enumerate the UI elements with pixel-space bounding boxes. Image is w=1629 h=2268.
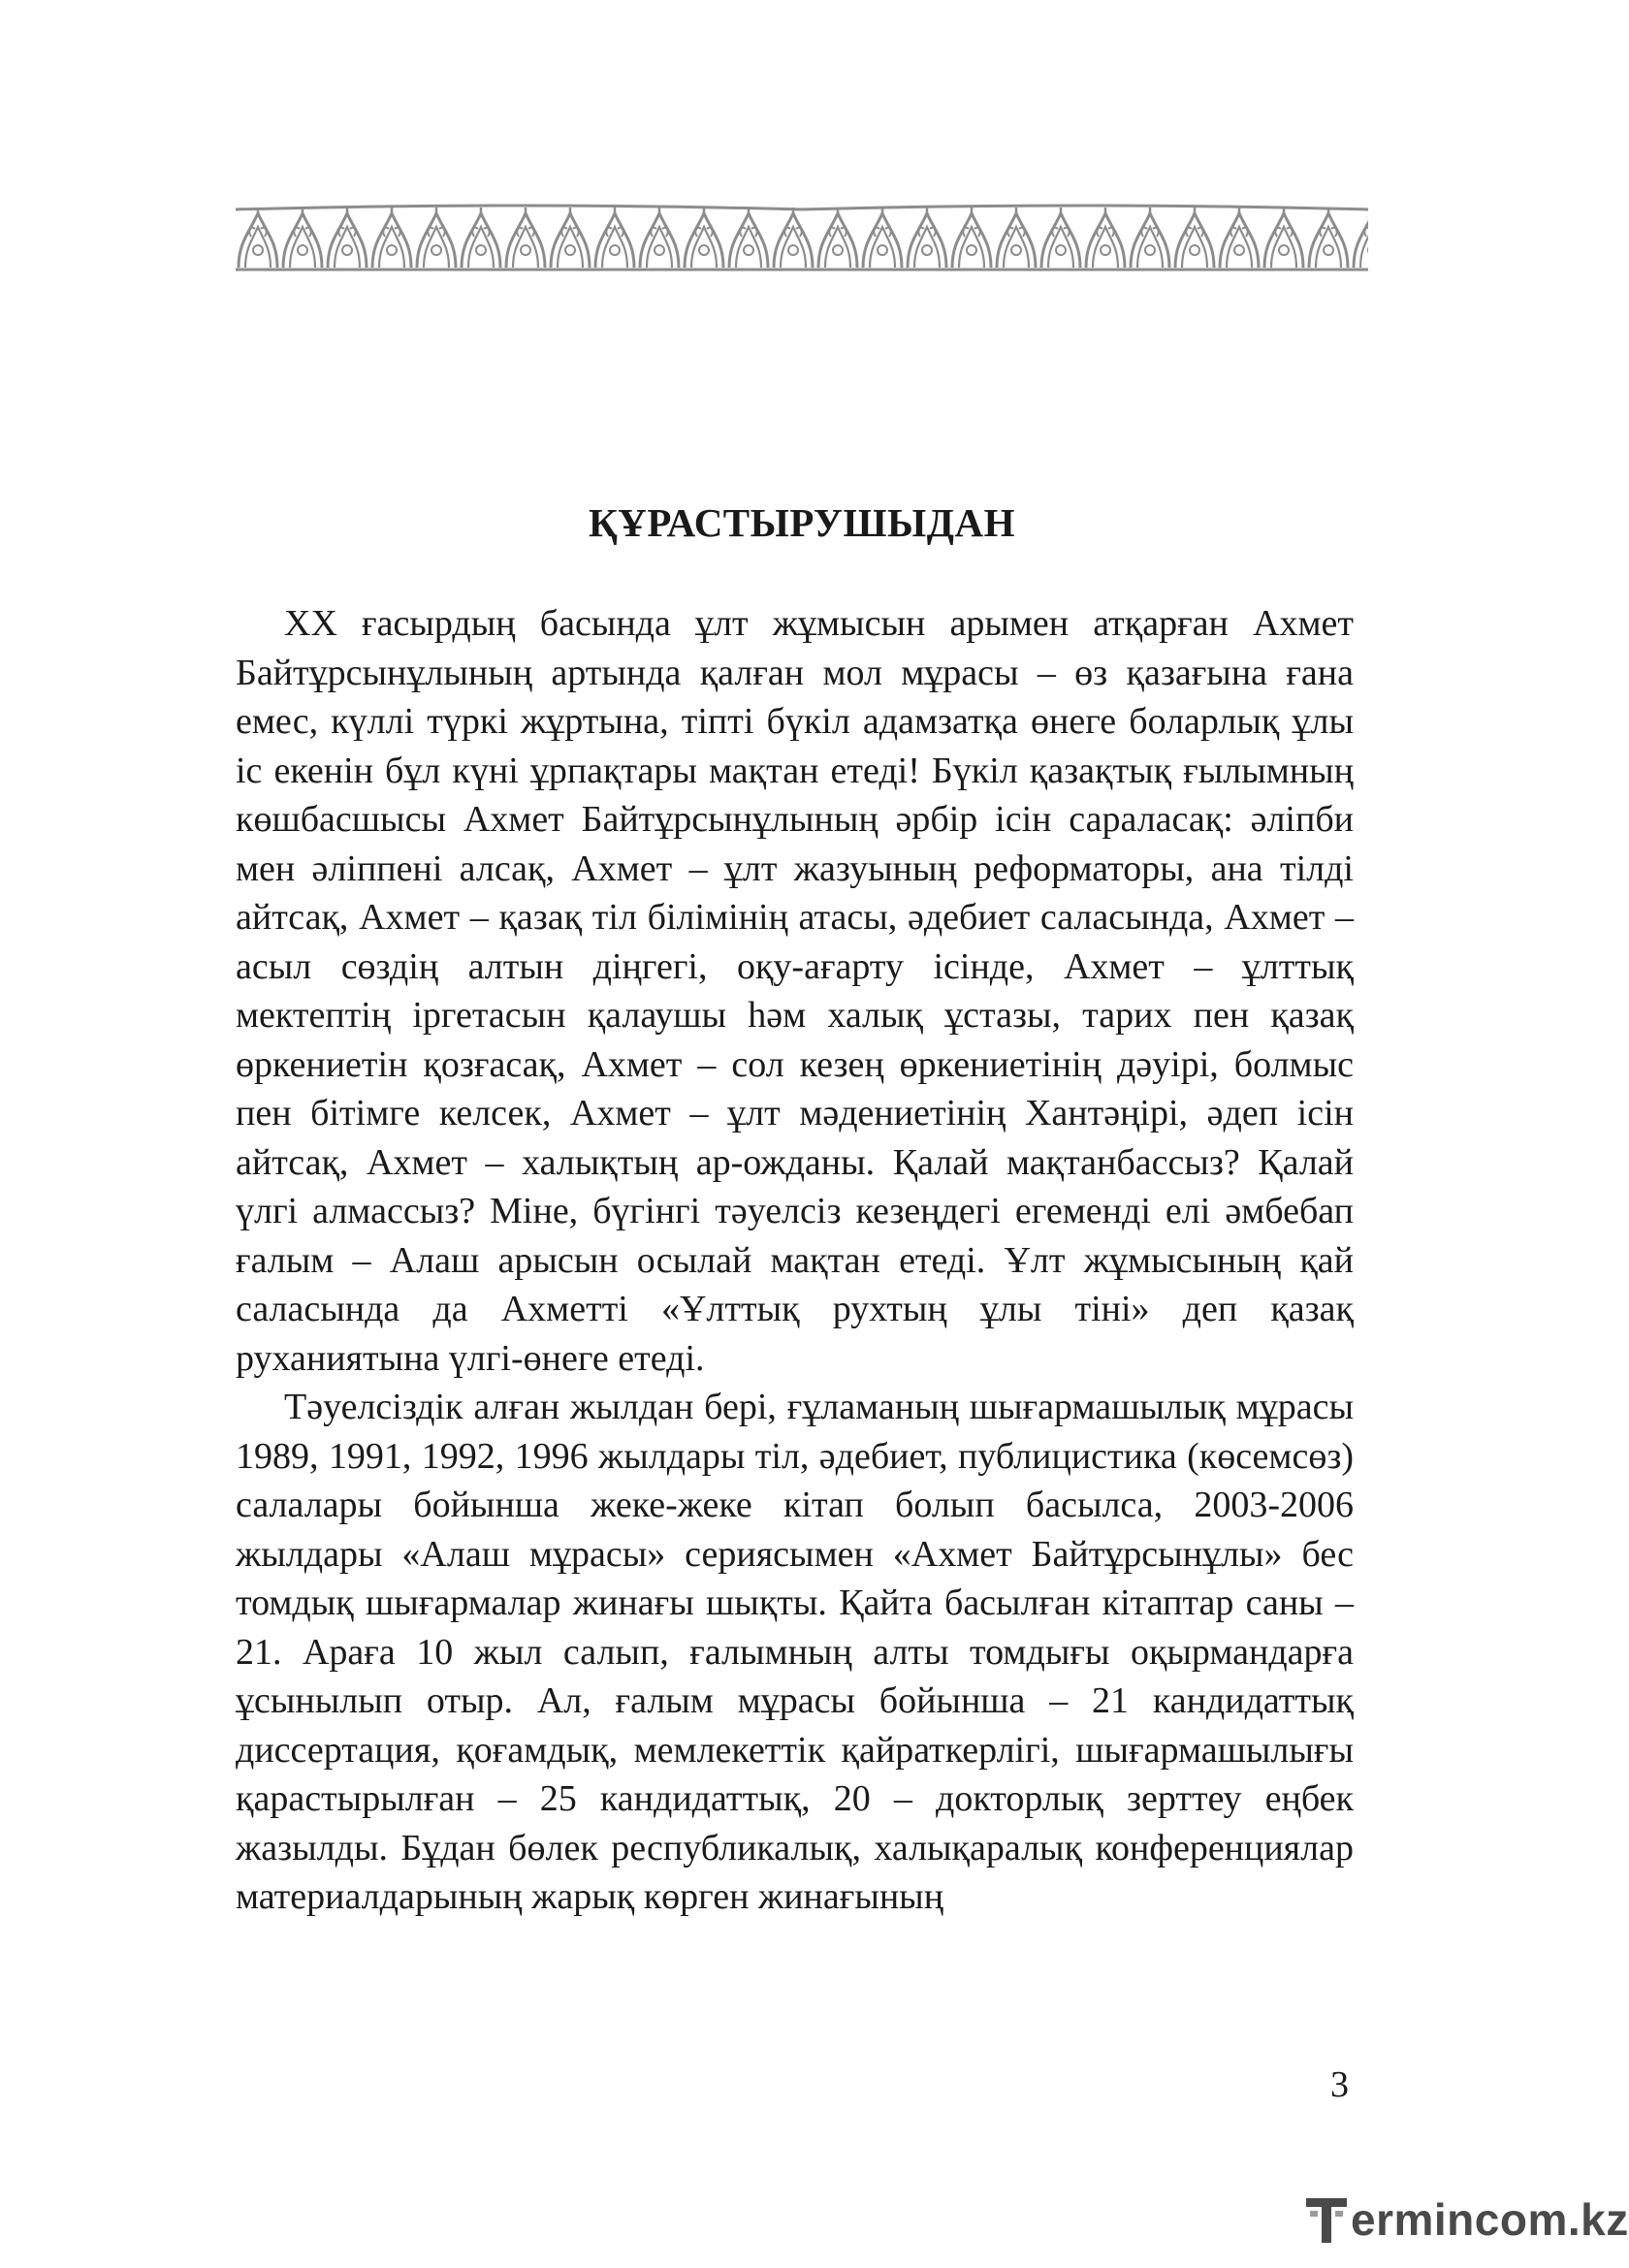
t-logo-icon: [1304, 2194, 1349, 2245]
paragraph-2: Тәуелсіздік алған жылдан бері, ғұламаның шығармашылық мұрасы 1989, 1991, 1992, 1996 жылдары тіл, әдебиет, публицистика (көсемсөз) салалары бойынша жеке-жеке кітап болып басылса, 2003-2006 жылдары «Алаш мұрасы» сериясымен «Ахмет Байтұрсынұлы» бес томдық шығармалар жинағы шықты. Қайта басылған кітаптар саны – 21. Араға 10 жыл салып, ғалымның алты томдығы оқырмандарға ұсынылып отыр. Ал, ғалым мұрасы бойынша – 21 кандидаттық диссертация, қоғамдық, мемлекеттік қайраткерлігі, шығармашылығы қарастырылған – 25 кандидаттық, 20 – докторлық зерттеу еңбек жазылды. Бұдан бөлек республикалық, халықаралық конференциялар материалдарының жарық көрген жинағының: [236, 1387, 1354, 1917]
site-watermark: [1304, 2193, 1629, 2246]
body-text: [236, 599, 1354, 1922]
page-heading: ҚҰРАСТЫРУШЫДАН: [588, 500, 1016, 545]
watermark-text-b: m.kz: [1527, 2194, 1629, 2245]
ornamental-border: [236, 204, 1368, 273]
watermark-text-a: ermincо: [1351, 2194, 1528, 2245]
page-number: 3: [1330, 2064, 1349, 2105]
paragraph-1: ХХ ғасырдың басында ұлт жұмысын арымен атқарған Ахмет Байтұрсынұлының артында қалған мол мұрасы – өз қазағына ғана емес, күллі түркі жұртына, тіпті бүкіл адамзатқа өнеге боларлық ұлы іс екенін бұл күні ұрпақтары мақтан етеді! Бүкіл қазақтық ғылымның көшбасшысы Ахмет Байтұрсынұлының әрбір ісін сараласақ: әліпби мен әліппені алсақ, Ахмет – ұлт жазуының реформаторы, ана тілді айтсақ, Ахмет – қазақ тіл білімінің атасы, әдебиет саласында, Ахмет – асыл сөздің алтын діңгегі, оқу-ағарту ісінде, Ахмет – ұлттық мектептің іргетасын қалаушы һәм халық ұстазы, тарих пен қазақ өркениетін қозғасақ, Ахмет – сол кезең өркениетінің дәуірі, болмыс пен бітімге келсек, Ахмет – ұлт мәдениетінің Хантәңірі, әдеп ісін айтсақ, Ахмет – халықтың ар-ожданы. Қалай мақтанбассыз? Қалай үлгі алмассыз? Міне, бүгінгі тәуелсіз кезеңдегі егеменді елі әмбебап ғалым – Алаш арысын осылай мақтан етеді. Ұлт жұмысының қай саласында да Ахметті «Ұлттық рухтың ұлы тіні» деп қазақ руханиятына үлгі-өнеге етеді.: [236, 603, 1354, 1379]
